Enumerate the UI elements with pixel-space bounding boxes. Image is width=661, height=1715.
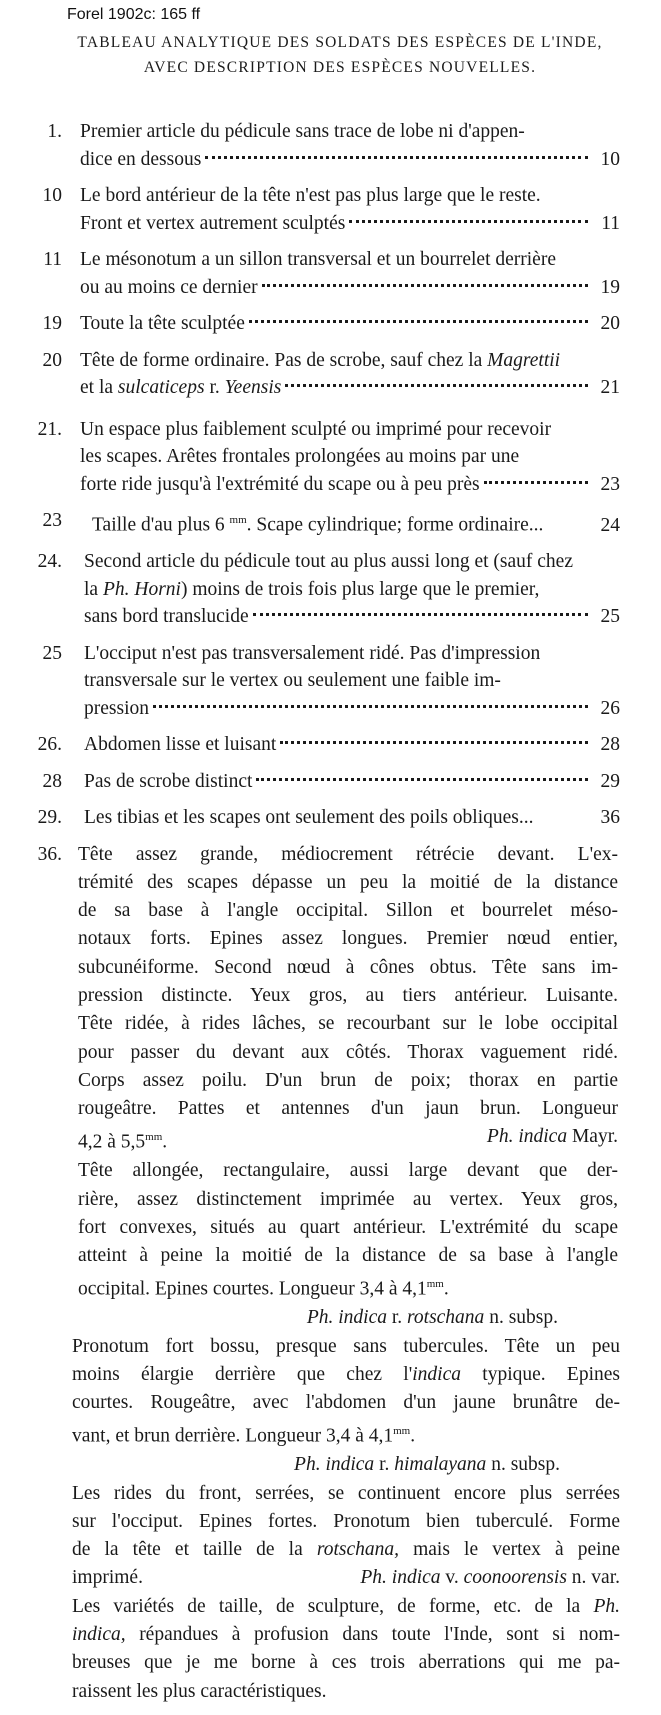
couplet-number: 19 bbox=[42, 313, 62, 334]
taxon-name: Ph. indica bbox=[306, 1307, 387, 1329]
couplet-ref: 28 bbox=[600, 734, 620, 755]
couplet-text: . Scape cylindrique; forme ordinaire... bbox=[246, 514, 544, 536]
taxon-status: n. var. bbox=[566, 1567, 620, 1589]
couplet-text: Le bord antérieur de la tête n'est pas plus large que le reste. bbox=[80, 185, 541, 206]
couplet-ref: 19 bbox=[600, 276, 620, 298]
description-line: rougeâtre. Pattes et antennes d'un jaun brun. Longueur bbox=[78, 1098, 618, 1120]
couplet-number: 25 bbox=[42, 642, 62, 664]
taxon-name: Ph. indica bbox=[360, 1567, 441, 1589]
couplet-24 bbox=[0, 548, 661, 631]
description-line: de la tête et taille de la bbox=[72, 1539, 317, 1561]
couplet-ref: 21 bbox=[600, 377, 620, 398]
couplet-10 bbox=[0, 182, 661, 237]
couplet-ref: 10 bbox=[600, 148, 620, 170]
description-line: Les rides du front, serrées, se continuent encore plus serrées bbox=[72, 1482, 620, 1504]
couplet-text: ou au moins ce dernier bbox=[80, 276, 258, 298]
couplet-text: Un espace plus faiblement sculpté ou imprimé pour recevoir bbox=[80, 418, 552, 440]
taxon-name: Ph. bbox=[593, 1595, 620, 1617]
couplet-text: Pas de scrobe distinct bbox=[84, 770, 253, 792]
couplet-28 bbox=[0, 768, 661, 796]
unit: mm bbox=[426, 1278, 444, 1291]
description-line: imprimé. bbox=[72, 1567, 143, 1589]
couplet-text: Le mésonotum a un sillon transversal et un bourrelet derrière bbox=[80, 249, 556, 270]
description-line: Tête ridée, à rides lâches, se recourbant sur le lobe occipital bbox=[78, 1013, 618, 1035]
couplet-23 bbox=[0, 507, 661, 539]
taxon-name: indica bbox=[412, 1363, 461, 1385]
couplet-ref: 29 bbox=[600, 770, 620, 792]
description-line: breuses que je me borne à ces trois aberrations qui me pa- bbox=[72, 1652, 620, 1674]
description-line: pression distincte. Yeux gros, au tiers antérieur. Luisante. bbox=[78, 984, 618, 1006]
couplet-ref: 36 bbox=[600, 807, 620, 828]
couplet-text: L'occiput n'est pas transversalement ridé. Pas d'impression bbox=[84, 642, 541, 664]
description-line: Tête allongée, rectangulaire, aussi large devant que der- bbox=[78, 1160, 618, 1182]
couplet-ref: 25 bbox=[600, 606, 620, 627]
rank-marker: r. bbox=[374, 1454, 395, 1476]
description-line: moins élargie derrière que chez l' bbox=[72, 1363, 413, 1385]
couplet-text: ) moins de trois fois plus large que le premier, bbox=[180, 578, 540, 600]
couplet-25 bbox=[0, 640, 661, 723]
description-line: Les variétés de taille, de sculpture, de forme, etc. de la bbox=[72, 1595, 594, 1617]
description-line: courtes. Rougeâtre, avec l'abdomen d'un jaune brunâtre de- bbox=[72, 1392, 620, 1414]
description-line: occipital. Epines courtes. Longueur 3,4 à 4,1 bbox=[78, 1278, 427, 1300]
couplet-29 bbox=[0, 804, 661, 832]
couplet-20 bbox=[0, 347, 661, 402]
couplet-text: la bbox=[84, 578, 103, 600]
couplet-text: les scapes. Arêtes frontales prolongées au moins par une bbox=[80, 446, 520, 467]
taxon-name: Ph. indica bbox=[294, 1454, 375, 1476]
couplet-number: 29. bbox=[37, 807, 62, 828]
couplet-number: 36. bbox=[37, 843, 62, 865]
unit: mm bbox=[229, 514, 247, 526]
rank-marker: v. bbox=[440, 1567, 464, 1589]
couplet-36: 36. Tête assez grande, médiocrement rétrécie devant. L'ex- trémité des scapes dépasse un peu la moitié de la distance de sa base à l'angle occipital. Sillon et bourrelet méso- notaux forts. Epines assez longues. Premier nœud entier, subcunéiforme. Second nœud à cônes obtus. Tête sans im- pression distincte. Yeux gros, au tiers antérieur. Luisante. Tête ridée, à rides lâches, se recourbant sur le lobe occipital pour passer du devant aux côtés. Thorax vaguement ridé. Corps assez poilu. D'un brun de poix; thorax en partie rougeâtre. Pattes et antennes d'un jaun brun. Longueur 4,2 à $5,5^{mm}$. Ph. indica Mayr. Tête allongée, rectangulaire, aussi large devant que der- rière, assez distinctement imprimée au vertex. Yeux gros, fort convexes, situés au quart antérieur. L'extrémité du scape atteint à peine la moitié de la distance de sa base à l'angle occipital. Epines courtes. Longueur 3,4 à $4,1^{mm}$. Ph. indica r. rotschana n. subsp. Pronotum fort bossu, presque sans tubercules. Tête un peu moins élargie derrière que chez l'indica typique. Epines courtes. Rougeâtre, avec l'abdomen d'un jaune brunâtre de- vant, et brun derrière. Longueur 3,4 à $4,1^{mm}$. Ph. indica r. himalayana n. subsp. Les rides du front, serrées, se continuent encore plus serrées sur l'occiput. Epines fortes. Pronotum bien tuberculé. Forme de la tête et taille de la rotschana, mais le vertex à peine imprimé. Ph. indica v. coonoorensis n. var. Les variétés de taille, de sculpture, de forme, etc. de la Ph. indica, répandues à profusion dans toute l'Inde, sont si nom- breuses que je me borne à ces trois aberrations qui me pa- raissent les plus caractéristiques. bbox=[0, 841, 661, 1706]
couplet-ref: 23 bbox=[600, 473, 620, 495]
description-line: pour passer du devant aux côtés. Thorax vaguement ridé. bbox=[78, 1041, 618, 1063]
description-line: vant, et brun derrière. Longueur 3,4 à 4,1 bbox=[72, 1425, 394, 1447]
rank-marker: r. bbox=[204, 377, 225, 398]
description-line: de sa base à l'angle occipital. Sillon et bourrelet méso- bbox=[78, 900, 618, 922]
couplet-text: forte ride jusqu'à l'extrémité du scape ou à peu près bbox=[80, 473, 480, 495]
description-line: Corps assez poilu. D'un brun de poix; thorax en partie bbox=[78, 1069, 618, 1091]
page-header bbox=[40, 30, 640, 80]
taxon-author: Mayr. bbox=[571, 1126, 618, 1148]
couplet-number: 23 bbox=[42, 510, 62, 531]
description-line: notaux forts. Epines assez longues. Premier nœud entier, bbox=[78, 928, 618, 950]
couplet-19 bbox=[0, 310, 661, 338]
couplet-text: pression bbox=[84, 697, 149, 719]
description-line: raissent les plus caractéristiques. bbox=[72, 1680, 327, 1702]
couplet-ref: 24 bbox=[600, 514, 620, 536]
couplet-ref: 26 bbox=[600, 697, 620, 719]
citation: Forel 1902c: 165 ff bbox=[67, 6, 201, 23]
couplet-text: Front et vertex autrement sculptés bbox=[80, 212, 346, 234]
couplet-text: Second article du pédicule tout au plus aussi long et (sauf chez bbox=[84, 551, 573, 572]
taxon-name: Yeensis bbox=[224, 377, 282, 398]
couplet-number: 26. bbox=[37, 734, 62, 755]
couplet-number: 1. bbox=[47, 121, 62, 142]
description-line: typique. Epines bbox=[460, 1363, 620, 1385]
taxon-name: rotschana, bbox=[316, 1539, 399, 1561]
description-line: atteint à peine la moitié de la distance de sa base à l'angle bbox=[78, 1245, 618, 1267]
couplet-number: 28 bbox=[42, 770, 62, 792]
description-line: fort convexes, situés au quart antérieur. L'extrémité du scape bbox=[78, 1216, 618, 1238]
couplet-21 bbox=[0, 416, 661, 499]
unit: mm bbox=[145, 1131, 163, 1144]
couplet-text: sans bord translucide bbox=[84, 606, 249, 627]
couplet-ref: 20 bbox=[600, 313, 620, 334]
couplet-text: Premier article du pédicule sans trace de lobe ni d'appen- bbox=[80, 121, 525, 142]
unit: mm bbox=[393, 1425, 411, 1438]
taxon-name: Ph. Horni bbox=[102, 578, 181, 600]
description-line: rière, assez distinctement imprimée au vertex. Yeux gros, bbox=[78, 1188, 618, 1210]
couplet-number: 11 bbox=[43, 249, 62, 270]
description-line: répandues à profusion dans toute l'Inde, sont si nom- bbox=[125, 1624, 620, 1646]
couplet-text: et la bbox=[80, 377, 118, 398]
couplet-text: dice en dessous bbox=[80, 148, 202, 170]
couplet-text: Abdomen lisse et luisant bbox=[84, 734, 277, 755]
taxon-name: sulcaticeps bbox=[117, 377, 205, 398]
couplet-number: 21. bbox=[37, 418, 62, 440]
couplet-number: 20 bbox=[42, 349, 62, 371]
taxon-name: indica, bbox=[72, 1624, 126, 1646]
taxon-line-himalayana bbox=[72, 1451, 620, 1479]
taxon-status: n. subsp. bbox=[486, 1454, 560, 1476]
couplet-text: Taille d'au plus 6 bbox=[92, 514, 230, 536]
rank-marker: r. bbox=[386, 1307, 408, 1329]
taxon-name: Ph. indica bbox=[486, 1126, 568, 1148]
taxon-name: himalayana bbox=[394, 1454, 487, 1476]
couplet-1 bbox=[0, 118, 661, 173]
description-line: mais le vertex à peine bbox=[399, 1539, 620, 1561]
key-entries bbox=[0, 118, 661, 1715]
couplet-text: Toute la tête sculptée bbox=[80, 313, 245, 334]
description-line: Tête assez grande, médiocrement rétrécie devant. L'ex- bbox=[78, 843, 618, 865]
couplet-text: transversale sur le vertex ou seulement une faible im- bbox=[84, 670, 501, 691]
taxon-name: coonoorensis bbox=[463, 1567, 567, 1589]
description-line: Pronotum fort bossu, presque sans tubercules. Tête un peu bbox=[72, 1335, 620, 1357]
couplet-26 bbox=[0, 731, 661, 759]
measurement: 4,2 à 5,5 bbox=[78, 1131, 146, 1153]
taxon-name: Magrettii bbox=[487, 349, 561, 371]
couplet-number: 24. bbox=[37, 551, 62, 572]
couplet-text: Les tibias et les scapes ont seulement des poils obliques... bbox=[84, 807, 534, 828]
description-line: subcunéiforme. Second nœud à cônes obtus. Tête sans im- bbox=[78, 956, 618, 978]
description-line: sur l'occiput. Epines fortes. Pronotum bien tuberculé. Forme bbox=[72, 1510, 620, 1532]
header-line-1: TABLEAU ANALYTIQUE DES SOLDATS DES ESPÈCES DE L'INDE, bbox=[77, 34, 603, 51]
taxon-line-indica: 4,2 à $5,5^{mm}$. Ph. indica Mayr. bbox=[78, 1126, 618, 1153]
header-line-2: AVEC DESCRIPTION DES ESPÈCES NOUVELLES. bbox=[143, 59, 537, 76]
description-line: trémité des scapes dépasse un peu la moitié de la distance bbox=[78, 871, 618, 893]
taxon-name: rotschana bbox=[407, 1307, 485, 1329]
couplet-text: Tête de forme ordinaire. Pas de scrobe, sauf chez la bbox=[80, 349, 488, 371]
couplet-number: 10 bbox=[42, 185, 62, 206]
taxon-line-coonoorensis bbox=[72, 1564, 620, 1592]
taxon-status: n. subsp. bbox=[484, 1307, 558, 1329]
couplet-ref: 11 bbox=[601, 212, 620, 234]
taxon-line-rotschana bbox=[78, 1304, 618, 1332]
couplet-11 bbox=[0, 246, 661, 301]
